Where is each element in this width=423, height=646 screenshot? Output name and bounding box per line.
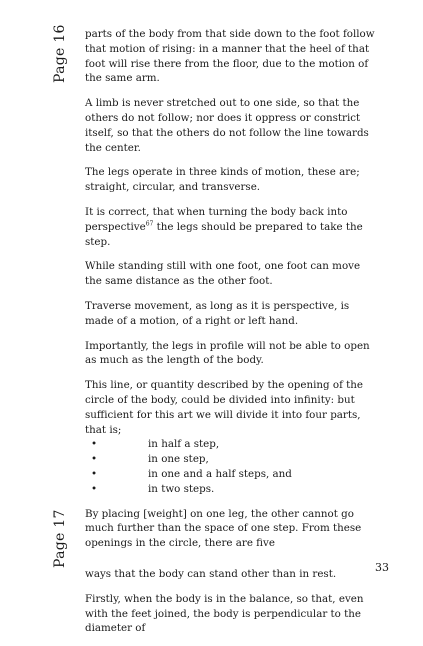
paragraph-text: It is correct, that when turning the body back into perspective xyxy=(85,205,348,233)
page-number: 33 xyxy=(375,561,389,574)
paragraph: parts of the body from that side down to the foot follow that motion of rising: in a manner that the heel of that foot will rise there from the floor, due to the motion of the same arm. xyxy=(85,28,375,85)
paragraph: By placing [weight] on one leg, the other cannot go much further than the space of one step. From these openings in the circle, there are five xyxy=(85,507,362,550)
paragraph: This line, or quantity described by the opening of the circle of the body, could be divided into infinity: but sufficient for this art we will divide it into four parts, that is; xyxy=(85,379,364,436)
paragraph: Firstly, when the body is in the balance, so that, even with the feet joined, the body is perpendicular to the diameter of xyxy=(85,592,364,635)
list-item: • in half a step, xyxy=(85,437,377,452)
list-item: • in two steps. xyxy=(85,482,377,497)
paragraph xyxy=(85,205,377,249)
list-item: • in one and a half steps, and xyxy=(85,467,377,482)
paragraph: Importantly, the legs in profile will not be able to open as much as the length of the body. xyxy=(85,339,370,367)
list-item: • in one step, xyxy=(85,452,377,467)
paragraph-text: the legs should be prepared to take the step. xyxy=(85,220,363,248)
paragraph: ways that the body can stand other than in rest. xyxy=(85,567,337,580)
paragraph: The legs operate in three kinds of motion, these are; straight, circular, and transverse. xyxy=(85,166,360,194)
page-16-marker: Page 16 xyxy=(52,24,68,83)
body-text xyxy=(85,27,377,646)
paragraph: A limb is never stretched out to one side, so that the others do not follow; nor does it oppress or constrict itself, so that the others do not follow the line towards the center. xyxy=(85,97,369,154)
footnote-marker: 67 xyxy=(145,220,154,228)
paragraph: While standing still with one foot, one foot can move the same distance as the other foot. xyxy=(85,260,361,288)
page-17-marker: Page 17 xyxy=(52,509,68,568)
bullet-list xyxy=(85,437,377,496)
paragraph: Traverse movement, as long as it is perspective, is made of a motion, of a right or left hand. xyxy=(85,299,350,327)
